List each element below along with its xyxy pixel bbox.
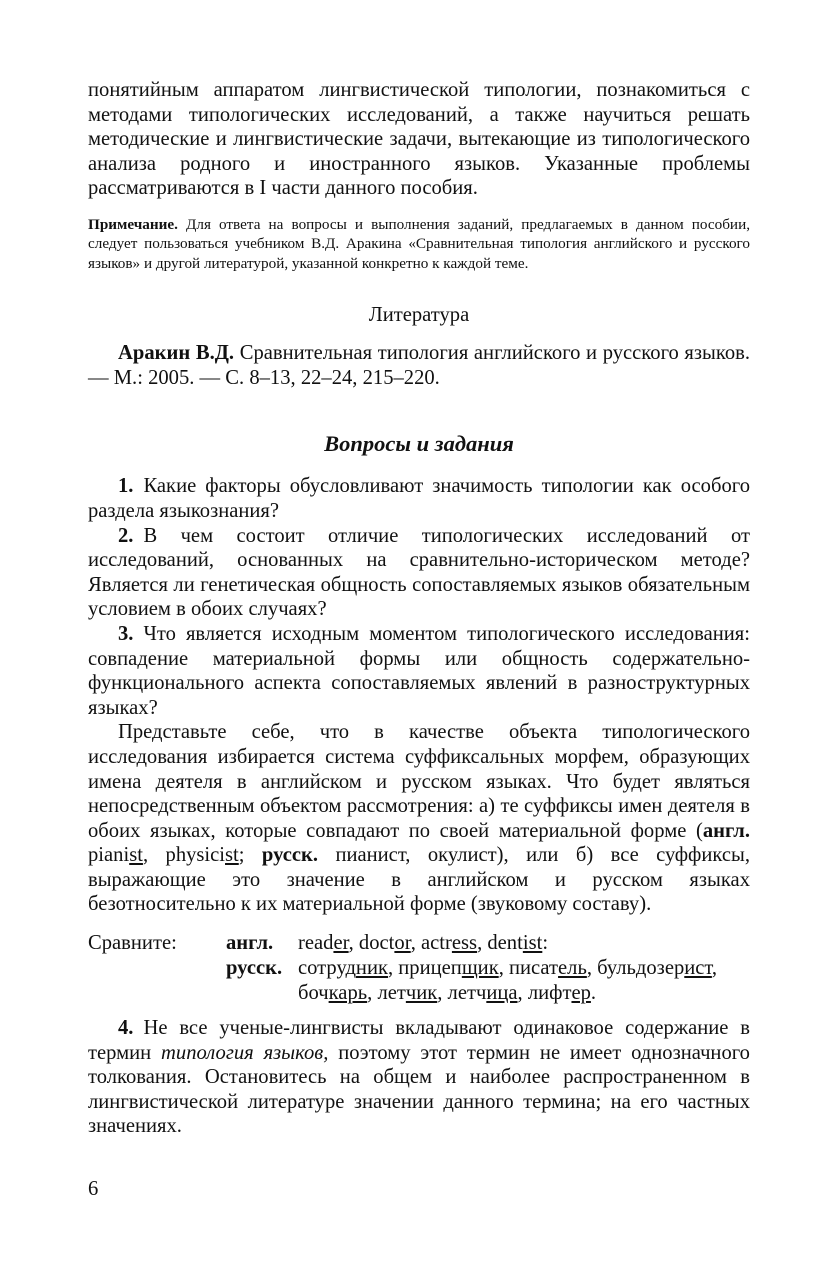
page-content [88,78,750,1139]
question-3-continuation [88,720,750,917]
rus-suffix-2: щик [461,957,499,980]
rus-word-6: лет [377,982,406,1005]
rus-word-2: прицеп [398,957,462,980]
rus-word-4: бульдозер [597,957,685,980]
question-1-number: 1. [118,475,134,498]
eng-word-1: read [298,932,334,955]
literature-heading: Литература [368,304,470,327]
rus-word-1: сотруд [298,957,356,980]
rus-suffix-5: карь [328,982,368,1005]
q3b-sep-2: ; [238,844,262,867]
q3b-word-1: piani [88,844,130,867]
rus-suffix-4: ист [684,957,712,980]
question-4-term: типология языков, [161,1041,329,1064]
rus-suffix-6: чик [405,982,438,1005]
page-number: 6 [88,1178,99,1200]
q3b-suffix-1: st [129,844,143,867]
rus-suffix-7: ица [486,982,518,1005]
q3b-text-1: Представьте себе, что в качестве объекта типологического исследования избирается система суффиксальных морфем, образующих имена деятеля в английском и русском языках. Что будет являться непосредственным объектом рассмотрения: а) те суффиксы имен деятеля в обоих языках, которые совпадают по своей материальной форме ( [88,721,750,842]
compare-rus-label: русск. [226,957,283,980]
compare-block [88,931,750,1006]
question-4-text-1: Не все ученые-лингвисты вкладывают одинаковое содержание в термин [88,1017,750,1064]
literature-author: Аракин В.Д. [118,342,235,365]
question-4 [88,1016,750,1139]
q3b-text-2: пианист, окулист), или б) все суффиксы, выражающие это значение в английском и русском языках безотносительно к их материальной форме (звуковому составу). [88,844,751,916]
compare-label: Сравните: [88,932,177,955]
rus-word-7: летч [447,982,487,1005]
question-2 [88,524,750,622]
q3b-sep-1: , [142,844,166,867]
q3b-eng-label: англ. [702,819,750,842]
q3b-rus-label: русск. [261,844,319,867]
eng-suffix-2: or [394,932,411,955]
rus-suffix-8: ер [571,982,591,1005]
eng-suffix-4: ist [522,932,543,955]
compare-rus-words: сотрудник, прицепщик, писатель, бульдозерист, бочкарь, летчик, летчица, лифтер. [298,957,718,1005]
eng-word-2: doct [358,932,395,955]
literature-entry [88,341,750,390]
rus-word-3: писат [509,957,559,980]
question-3-number: 3. [118,622,134,645]
note-label: Примечание. [88,215,178,233]
question-2-number: 2. [118,524,134,547]
question-1-text: Какие факторы обусловливают значимость типологии как особого раздела языкознания? [88,475,750,522]
question-4-number: 4. [118,1017,134,1040]
rus-suffix-3: ель [558,957,587,980]
note-text: Для ответа на вопросы и выполнения заданий, предлагаемых в данном пособии, следует пользоваться учебником В.Д. Аракина «Сравнительная типология английского и русского языков» и другой литературой, указанной конкретно к каждой теме. [88,215,750,272]
compare-eng-words: reader, doctor, actress, dentist: [298,932,549,955]
question-3 [88,622,750,720]
literature-text: Сравнительная типология английского и русского языков. — М.: 2005. — С. 8–13, 22–24, 215–220. [88,342,750,389]
questions-list [88,474,750,917]
question-4-text-2: поэтому этот термин не имеет однозначного толкования. Остановитесь на общем и наиболее распространенном в лингвистической литературе значении данного термина; на его частных значениях. [88,1041,750,1138]
intro-paragraph: понятийным аппаратом лингвистической типологии, познакомиться с методами типологических исследований, а также научиться решать методические и лингвистические задачи, вытекающие из типологического анализа родного и иностранного языков. Указанные проблемы рассматриваются в I части данного пособия. [88,79,750,200]
eng-suffix-1: er [333,932,349,955]
eng-suffix-3: ess [451,932,478,955]
question-1 [88,474,750,523]
question-3-text: Что является исходным моментом типологического исследования: совпадение материальной формы или общность содержательно-функционального аспекта сопоставляемых явлений в разноструктурных языках? [88,622,750,719]
note-paragraph [88,215,750,273]
q3b-word-2: physici [165,844,226,867]
rus-word-5: боч [298,982,329,1005]
rus-suffix-1: ник [355,957,388,980]
questions-heading: Вопросы и задания [324,431,514,457]
q3b-suffix-2: st [225,844,239,867]
eng-word-4: dent [487,932,523,955]
rus-word-8: лифт [527,982,572,1005]
question-2-text: В чем состоит отличие типологических исследований от исследований, основанных на сравнительно-историческом методе? Является ли генетическая общность сопоставляемых языков обязательным условием в обоих случаях? [88,524,750,621]
eng-word-3: actr [421,932,452,955]
compare-eng-label: англ. [226,932,274,955]
